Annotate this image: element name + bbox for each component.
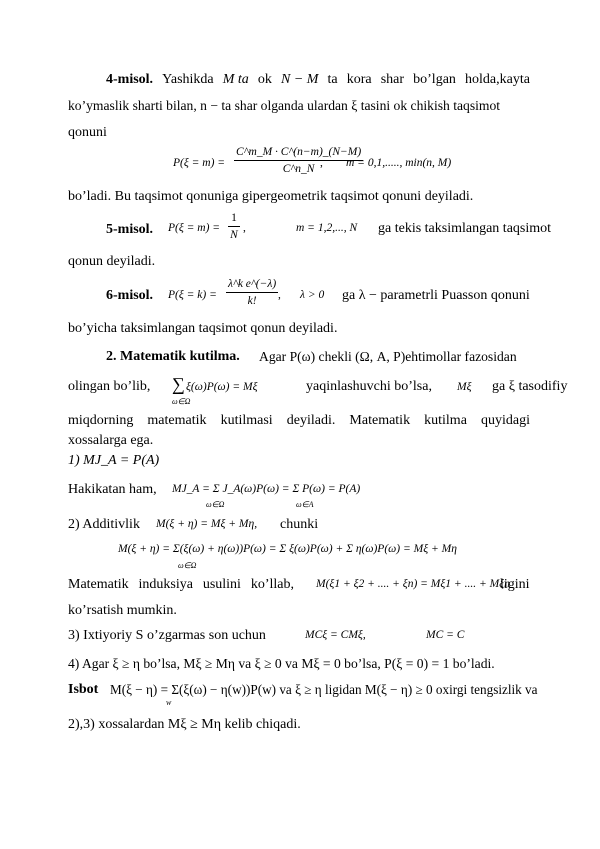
- last-line: 2),3) xossalardan Mξ ≥ Mη kelib chiqadi.: [68, 717, 301, 732]
- ex4-formula-den: C^n_N: [282, 163, 315, 175]
- ex6-line2: bo’yicha taksimlangan taqsimot qonun deyiladi.: [68, 321, 338, 336]
- prop-1: 1) MJ_A = P(A): [68, 453, 160, 468]
- word: induksiya: [138, 577, 193, 592]
- sec2-line2-formula: ξ(ω)P(ω) = Mξ: [186, 381, 258, 393]
- ex6-formula-lhs: P(ξ = k) =: [168, 289, 217, 301]
- word: kutilmasi: [220, 413, 273, 428]
- prop-2-label: 2) Additivlik: [68, 517, 140, 532]
- word: ok: [257, 72, 272, 87]
- word: kutilma: [424, 413, 467, 428]
- ex5-formula-fraction: [228, 210, 240, 243]
- ex4-line1: [106, 71, 530, 89]
- word: miqdorning: [68, 413, 134, 428]
- ex4-comma: ,: [320, 157, 323, 169]
- word: holda,kayta: [465, 72, 530, 87]
- word: usulini: [202, 577, 241, 592]
- word: deyiladi.: [286, 413, 336, 428]
- prop-3-formula: MCξ = CMξ,: [305, 629, 366, 641]
- word: ko’llab,: [250, 577, 294, 592]
- word: Yashikda: [162, 72, 214, 87]
- proof1-label: Hakikatan ham,: [68, 482, 157, 497]
- word: quyidagi: [480, 413, 530, 428]
- sec2-line2-a: olingan bo’lib,: [68, 379, 151, 394]
- ex6-formula-fraction: [226, 276, 278, 309]
- sec2-line3: [68, 412, 530, 430]
- word: Matematik: [68, 577, 129, 592]
- ex5-formula-den: N: [230, 229, 238, 241]
- ex5-formula-range: m = 1,2,..., N: [296, 222, 358, 234]
- ex6-formula-den: k!: [247, 295, 257, 307]
- sec2-line2-c: Mξ: [457, 381, 472, 393]
- proof1-formula: MJ_A = Σ J_A(ω)P(ω) = Σ P(ω) = P(A): [172, 483, 361, 495]
- ex5-formula-num: 1: [228, 210, 240, 227]
- word: ta: [327, 72, 338, 87]
- isbot-text: M(ξ − η) = Σ(ξ(ω) − η(w))P(w) va ξ ≥ η ligidan M(ξ − η) ≥ 0 oxirgi tengsizlik va: [110, 682, 538, 697]
- ex6-formula-num: λ^k e^(−λ): [226, 276, 278, 293]
- word: Matematik: [349, 413, 411, 428]
- word: N − M: [280, 72, 319, 87]
- sec2-line2-d: ga ξ tasodifiy: [492, 379, 568, 394]
- sum-subscript: ω∈Ω: [172, 397, 191, 406]
- ex6-comma: ,: [278, 289, 281, 301]
- ex4-line2: ko’ymaslik sharti bilan, n − ta shar olganda ulardan ξ tasini ok chikish taqsimot: [68, 98, 501, 113]
- prop-2-proof: M(ξ + η) = Σ(ξ(ω) + η(ω))P(ω) = Σ ξ(ω)P(ω) + Σ η(ω)P(ω) = Mξ + Mη: [118, 543, 457, 555]
- proof1-sub1: ω∈Ω: [206, 500, 225, 509]
- induction-formula: M(ξ1 + ξ2 + .... + ξn) = Mξ1 + .... + Mξn: [316, 578, 510, 590]
- induction-end: ligini: [500, 577, 530, 592]
- sec2-line1-rest: Agar P(ω) chekli (Ω, A, P)ehtimollar fazosidan: [259, 349, 517, 364]
- ex4-formula-fraction: [234, 144, 363, 177]
- sec2-line4: xossalarga ega.: [68, 433, 154, 448]
- sec2-line2-b: yaqinlashuvchi bo’lsa,: [306, 379, 432, 394]
- ex4-line4: bo’ladi. Bu taqsimot qonuniga gipergeometrik taqsimot qonuni deyiladi.: [68, 189, 474, 204]
- isbot-sub: w: [166, 698, 172, 707]
- isbot-label: Isbot: [68, 682, 99, 697]
- ex4-title: 4-misol.: [106, 72, 154, 87]
- prop-2-formula: M(ξ + η) = Mξ + Mη,: [156, 518, 258, 530]
- induction-line2: ko’rsatish mumkin.: [68, 603, 177, 618]
- ex5-formula-lhs: P(ξ = m) =: [168, 222, 221, 234]
- word: M ta: [222, 72, 249, 87]
- word: shar: [380, 72, 405, 87]
- prop-4: 4) Agar ξ ≥ η bo’lsa, Mξ ≥ Mη va ξ ≥ 0 va Mξ = 0 bo’lsa, P(ξ = 0) = 1 bo’ladi.: [68, 656, 495, 671]
- ex5-title: 5-misol.: [106, 222, 154, 237]
- prop-3: 3) Ixtiyoriy S o’zgarmas son uchun: [68, 628, 266, 643]
- prop-3-formula2: MC = C: [426, 629, 465, 641]
- ex4-formula-lhs: P(ξ = m) =: [173, 157, 226, 169]
- ex5-comma: ,: [243, 222, 246, 234]
- word: matematik: [147, 413, 207, 428]
- sum-symbol: ∑: [172, 374, 185, 394]
- sec2-title: 2. Matematik kutilma.: [106, 349, 240, 364]
- ex4-formula-range: m = 0,1,....., min(n, M): [346, 157, 452, 169]
- prop-2-chunki: chunki: [280, 517, 319, 532]
- ex5-text-after: ga tekis taksimlangan taqsimot: [378, 221, 552, 236]
- word: kora: [346, 72, 372, 87]
- ex6-title: 6-misol.: [106, 288, 154, 303]
- sec2-line1: [106, 348, 240, 366]
- ex6-condition: λ > 0: [300, 289, 325, 301]
- ex5-line2: qonun deyiladi.: [68, 254, 156, 269]
- proof1-sub2: ω∈A: [296, 500, 314, 509]
- prop-2-sub: ω∈Ω: [178, 561, 197, 570]
- induction-line: [68, 576, 294, 594]
- ex4-line3: qonuni: [68, 125, 107, 140]
- ex4-formula-num: C^m_M · C^(n−m)_(N−M): [234, 144, 363, 161]
- ex6-text-after: ga λ − parametrli Puasson qonuni: [342, 288, 530, 303]
- word: bo’lgan: [413, 72, 456, 87]
